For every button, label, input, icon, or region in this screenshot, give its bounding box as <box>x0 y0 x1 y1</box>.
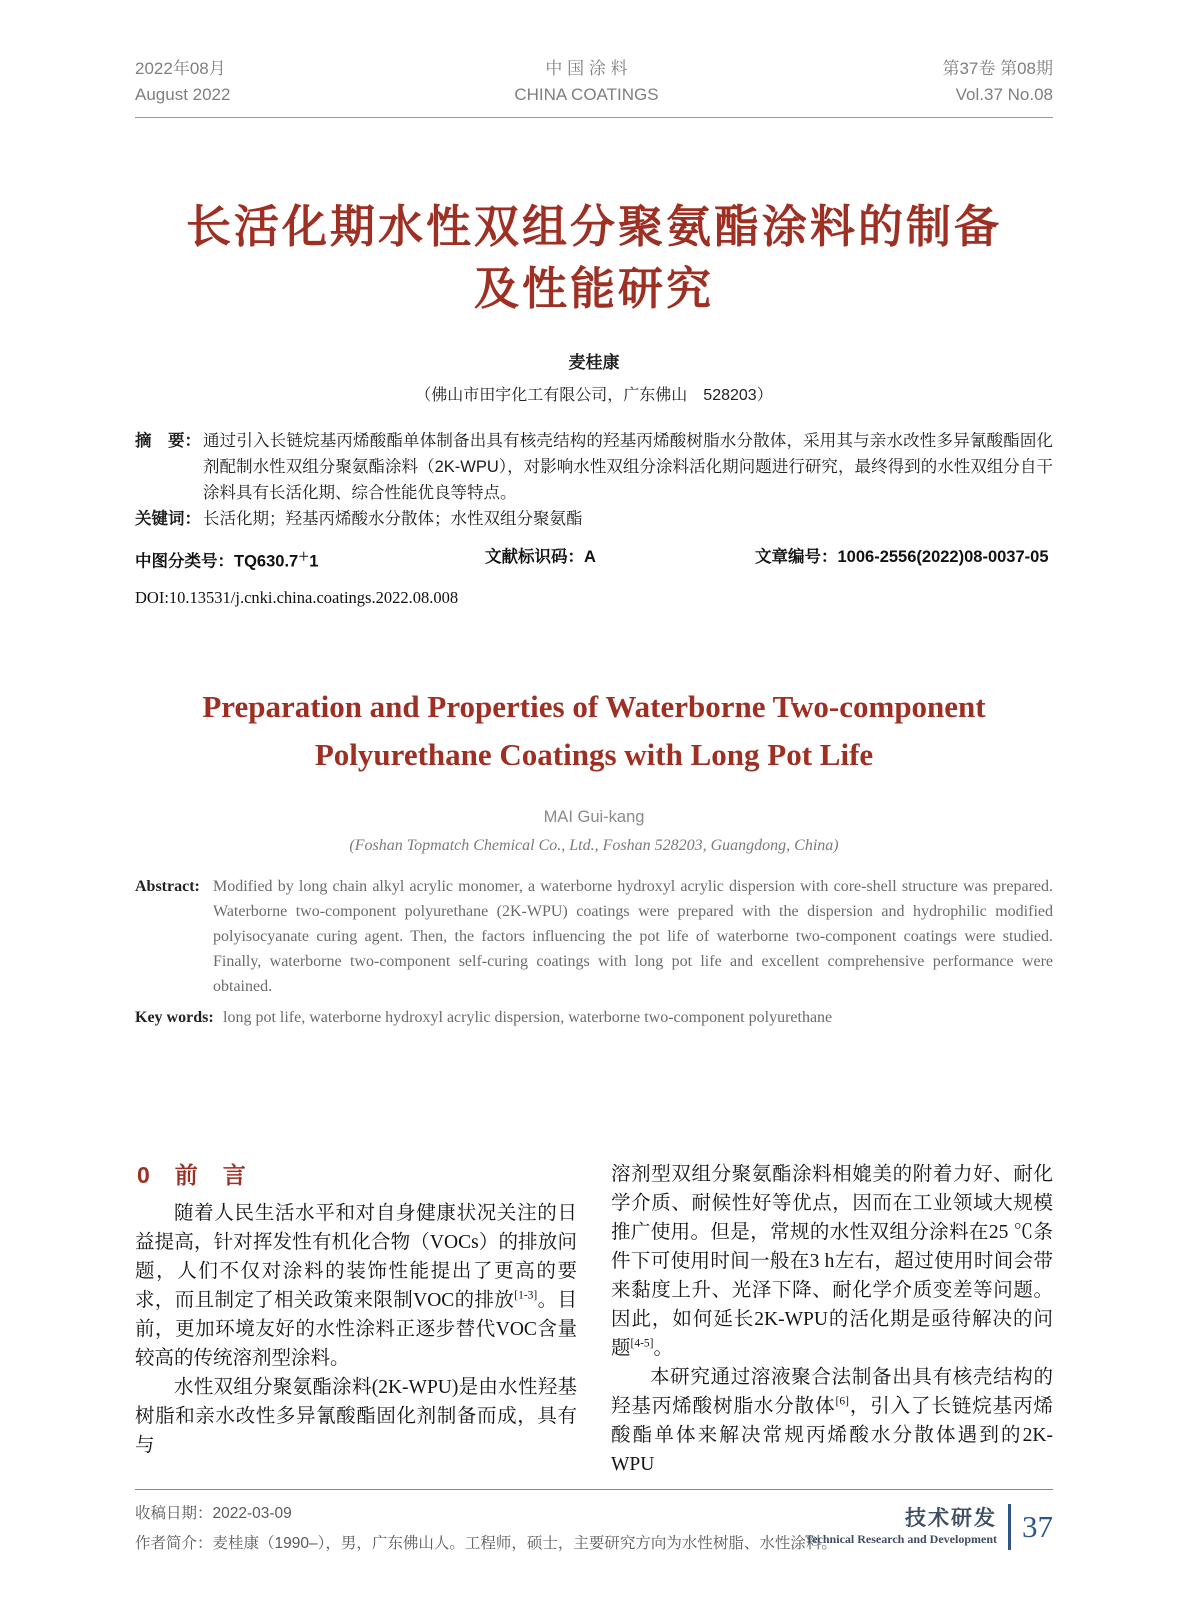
abstract-zh-text: 通过引入长链烷基丙烯酸酯单体制备出具有核壳结构的羟基丙烯酸树脂水分散体，采用其与亲水改性多异氰酸酯固化剂配制水性双组分聚氨酯涂料（2K-WPU），对影响水性双组分涂料活化期问题进行研究，最终得到的水性双组分自干涂料具有长活化期、综合性能优良等特点。 <box>203 432 1053 503</box>
author-en: MAI Gui-kang <box>543 808 645 827</box>
article-title-zh <box>135 196 1053 320</box>
volume-issue-zh: 第37卷 第08期 <box>942 59 1053 78</box>
running-head-center <box>514 56 658 108</box>
abstract-en <box>135 874 1053 999</box>
section-heading-intro: 0 前 言 <box>137 1162 247 1189</box>
keywords-en-label: Key words: <box>135 1009 214 1027</box>
section-tag <box>805 1507 997 1547</box>
article-title-en-line2: Polyurethane Coatings with Long Pot Life <box>314 736 874 772</box>
page-footer-tag <box>805 1504 1053 1550</box>
intro-paragraph-2: 水性双组分聚氨酯涂料(2K-WPU)是由水性羟基树脂和亲水改性多异氰酸酯固化剂制备而成，具有与 <box>135 1377 577 1457</box>
section-tag-en: Technical Research and Development <box>805 1532 997 1546</box>
intro-paragraph-1: 随着人民生活水平和对自身健康状况关注的日益提高，针对挥发性有机化合物（VOCs）的排放问题，人们不仅对涂料的装饰性能提出了更高的要求，而且制定了相关政策来限制VOC的排放[1-3]。目前，更加环境友好的水性涂料正逐步替代VOC含量较高的传统溶剂型涂料。 <box>135 1203 577 1370</box>
author-bio: 作者简介：麦桂康（1990–），男，广东佛山人。工程师，硕士，主要研究方向为水性树脂、水性涂料。 <box>135 1535 837 1553</box>
keywords-en-text: long pot life, waterborne hydroxyl acrylic dispersion, waterborne two-component polyurethane <box>223 1009 833 1027</box>
article-meta-row <box>135 544 1053 575</box>
document-code: 文献标识码：A <box>485 548 596 567</box>
affiliation-zh: （佛山市田宇化工有限公司，广东佛山 528203） <box>415 387 773 405</box>
body-column-right <box>611 1160 1053 1479</box>
received-date: 收稿日期：2022-03-09 <box>135 1505 292 1523</box>
journal-name-zh: 中 国 涂 料 <box>545 59 628 78</box>
keywords-en <box>135 1005 1053 1030</box>
article-title-en-line1: Preparation and Properties of Waterborne Two-component <box>202 688 986 724</box>
issue-date-zh: 2022年08月 <box>135 59 226 78</box>
article-title-zh-line2: 及性能研究 <box>473 263 714 314</box>
body-column-left <box>135 1160 577 1479</box>
volume-issue-en: Vol.37 No.08 <box>955 85 1053 104</box>
doi: DOI:10.13531/j.cnki.china.coatings.2022.08.008 <box>135 587 459 607</box>
intro-paragraph-3: 本研究通过溶液聚合法制备出具有核壳结构的羟基丙烯酸树脂水分散体[6]，引入了长链烷基丙烯酸酯单体来解决常规丙烯酸水分散体遇到的2K-WPU <box>611 1367 1053 1476</box>
issue-date-en: August 2022 <box>135 85 231 104</box>
abstract-zh-label: 摘 要： <box>135 432 201 451</box>
intro-paragraph-2-continued: 溶剂型双组分聚氨酯涂料相媲美的附着力好、耐化学介质、耐候性好等优点，因而在工业领域大规模推广使用。但是，常规的水性双组分涂料在25 ℃条件下可使用时间一般在3 h左右，超过使用时间会带来黏度上升、光泽下降、耐化学介质变差等问题。因此，如何延长2K-WPU的活化期是亟待解决的问题[4-5]。 <box>611 1164 1053 1360</box>
keywords-zh-text: 长活化期；羟基丙烯酸水分散体；水性双组分聚氨酯 <box>203 510 583 529</box>
keywords-zh <box>135 506 1053 532</box>
clc-number: 中图分类号：TQ630.7＋1 <box>135 551 319 571</box>
article-title-zh-line1: 长活化期水性双组分聚氨酯涂料的制备 <box>185 201 1002 252</box>
running-head <box>135 0 1053 118</box>
keywords-zh-label: 关键词： <box>135 510 201 529</box>
section-tag-zh: 技术研发 <box>905 1507 997 1530</box>
abstract-en-label: Abstract: <box>135 878 200 896</box>
abstract-en-text: Modified by long chain alkyl acrylic monomer, a waterborne hydroxyl acrylic dispersion with core-shell structure was prepared. Waterborne two-component polyurethane (2K-WPU) coatings were prepared with the dispersion and hydrophilic modified polyisocyanate curing agent. Then, the factors influencing the pot life of waterborne two-component coatings were studied. Finally, waterborne two-component self-curing coatings with long pot life and excellent comprehensive performance were obtained. <box>213 878 1053 996</box>
abstract-zh <box>135 428 1053 506</box>
running-head-right <box>942 56 1053 108</box>
page-number: 37 <box>1022 1509 1053 1544</box>
body-columns <box>135 1160 1053 1479</box>
article-title-en <box>135 683 1053 779</box>
affiliation-en: (Foshan Topmatch Chemical Co., Ltd., Foshan 528203, Guangdong, China) <box>349 837 839 855</box>
author-zh: 麦桂康 <box>568 353 620 373</box>
article-number: 文章编号：1006-2556(2022)08-0037-05 <box>755 548 1049 567</box>
journal-name-en: CHINA COATINGS <box>514 85 659 104</box>
running-head-left <box>135 56 230 108</box>
page-tag-divider <box>1008 1504 1011 1550</box>
